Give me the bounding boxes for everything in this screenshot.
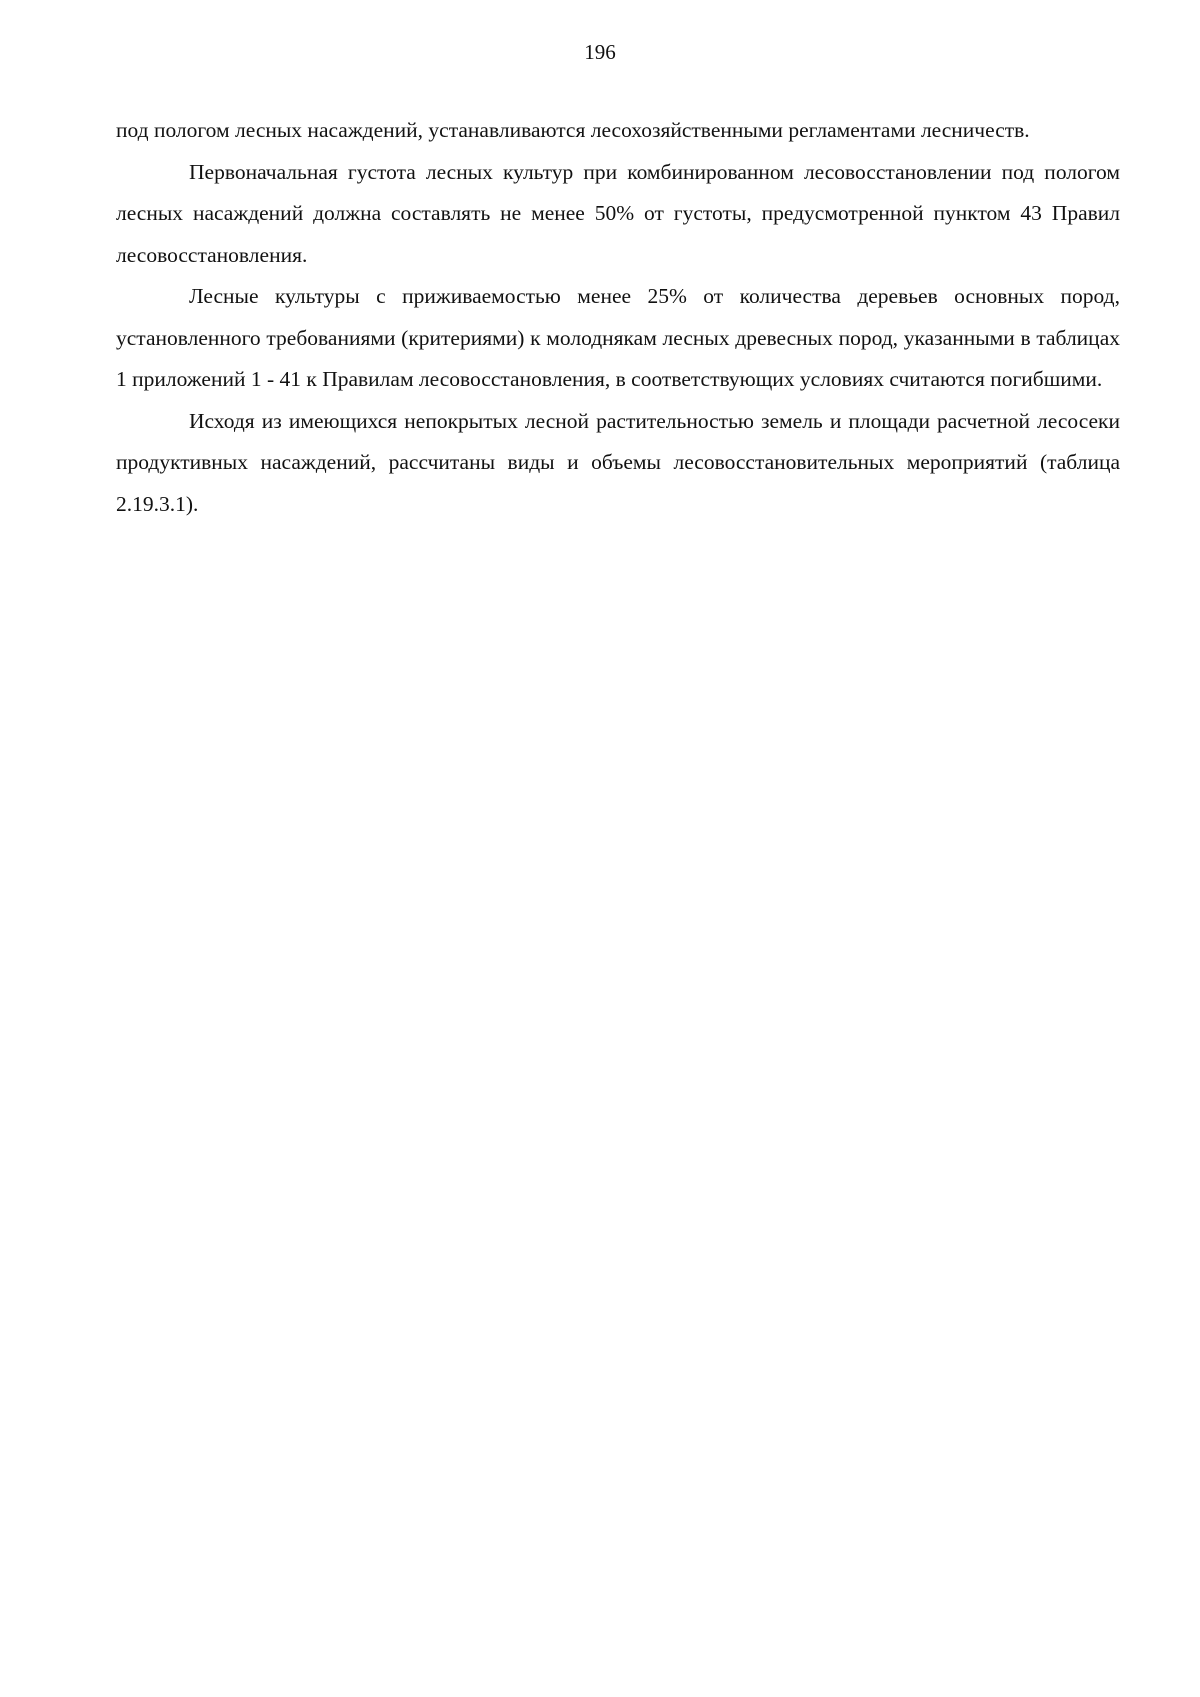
paragraph-reforestation-volumes: Исходя из имеющихся непокрытых лесной растительностью земель и площади расчетной лесосеки продуктивных насаждений, рассчитаны виды и объемы лесовосстановительных мероприятий (таблица 2.19.3.1). xyxy=(116,408,1120,516)
page-number: 196 xyxy=(584,40,616,64)
paragraph-survival-rate: Лесные культуры с приживаемостью менее 25% от количества деревьев основных пород, установленного требованиями (критериями) к молоднякам лесных древесных пород, указанными в таблицах 1 приложений 1 - 41 к Правилам лесовосстановления, в соответствующих условиях считаются погибшими. xyxy=(116,284,1120,391)
body-text xyxy=(116,110,1120,525)
paragraph-initial-density: Первоначальная густота лесных культур при комбинированном лесовосстановлении под пологом лесных насаждений должна составлять не менее 50% от густоты, предусмотренной пунктом 43 Правил лесовосстановления. xyxy=(116,159,1120,267)
paragraph-continuation: под пологом лесных насаждений, устанавливаются лесохозяйственными регламентами лесничеств. xyxy=(116,118,1030,142)
